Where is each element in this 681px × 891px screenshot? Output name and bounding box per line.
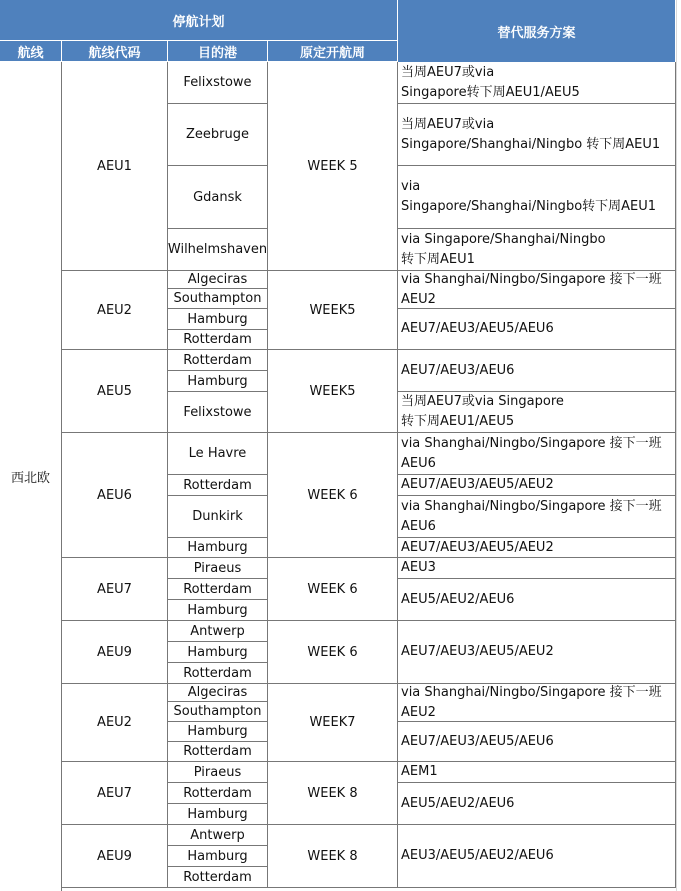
alternative-service-cell-text: via Singapore/Shanghai/Ningbo 转下周AEU1 xyxy=(401,231,606,267)
port-cell-text: Le Havre xyxy=(188,446,247,461)
port-cell-text: Algeciras xyxy=(187,685,248,700)
header-col-week-label: 原定开航周 xyxy=(299,45,365,61)
port-cell xyxy=(168,271,268,289)
sail-week-cell-text: WEEK7 xyxy=(309,715,356,730)
route-code-cell-text: AEU9 xyxy=(97,644,132,660)
port-cell xyxy=(168,600,268,621)
route-code-cell xyxy=(62,558,168,621)
port-cell xyxy=(168,392,268,433)
alternative-service-cell xyxy=(398,309,676,350)
port-cell xyxy=(168,804,268,825)
port-cell-text: Rotterdam xyxy=(183,869,252,885)
route-code-cell-text: AEU5 xyxy=(97,383,132,399)
port-cell xyxy=(168,558,268,579)
sail-week-cell xyxy=(268,621,398,684)
alternative-service-cell-text: AEU7/AEU3/AEU5/AEU2 xyxy=(401,644,554,659)
sail-week-cell-text: WEEK 6 xyxy=(307,487,358,503)
alternative-service-cell-text: 当周AEU7或via Singapore转下周AEU1/AEU5 xyxy=(401,64,580,100)
port-cell xyxy=(168,783,268,804)
alternative-service-cell-text: via Singapore/Shanghai/Ningbo转下周AEU1 xyxy=(401,179,657,214)
sail-week-cell-text: WEEK 6 xyxy=(307,644,358,660)
alternative-service-cell xyxy=(398,538,676,558)
port-cell xyxy=(168,663,268,684)
header-group-alt xyxy=(398,0,676,62)
port-cell xyxy=(168,684,268,702)
port-cell-text: Rotterdam xyxy=(183,352,252,368)
alternative-service-cell-text: AEU7/AEU3/AEU5/AEU6 xyxy=(401,321,554,336)
alternative-service-cell xyxy=(398,166,676,229)
alternative-service-cell xyxy=(398,104,676,166)
route-code-cell-text: AEU9 xyxy=(97,848,132,864)
port-cell xyxy=(168,742,268,762)
port-cell xyxy=(168,309,268,330)
route-code-cell xyxy=(62,825,168,888)
port-cell-text: Felixstowe xyxy=(183,75,252,90)
header-col-port-label: 目的港 xyxy=(197,45,237,61)
sail-week-cell xyxy=(268,762,398,825)
port-cell xyxy=(168,433,268,475)
port-cell xyxy=(168,62,268,104)
alternative-service-cell-text: AEM1 xyxy=(401,764,438,779)
port-cell-text: Dunkirk xyxy=(192,509,243,524)
alternative-service-cell xyxy=(398,229,676,271)
port-cell-text: Piraeus xyxy=(193,560,242,576)
route-code-cell-text: AEU2 xyxy=(97,302,132,318)
alternative-service-cell xyxy=(398,783,676,825)
alternative-service-cell xyxy=(398,62,676,104)
alternative-service-cell xyxy=(398,684,676,722)
port-cell-text: Gdansk xyxy=(193,189,242,205)
port-cell-text: Wilhelmshaven xyxy=(167,242,268,257)
port-cell xyxy=(168,642,268,663)
alternative-service-cell-text: AEU7/AEU3/AEU5/AEU6 xyxy=(401,733,554,749)
port-cell-text: Southampton xyxy=(173,704,262,719)
port-cell xyxy=(168,702,268,722)
port-cell xyxy=(168,104,268,166)
port-cell xyxy=(168,722,268,742)
alternative-service-cell xyxy=(398,350,676,392)
port-cell-text: Rotterdam xyxy=(183,332,252,347)
header-col-route-label: 航线 xyxy=(17,45,44,61)
port-cell xyxy=(168,475,268,496)
alternative-service-cell-text: AEU7/AEU3/AEU5/AEU2 xyxy=(401,477,554,492)
route-cell xyxy=(0,62,62,891)
port-cell-text: Algeciras xyxy=(187,272,248,287)
header-group-plan xyxy=(0,0,398,41)
sail-week-cell-text: WEEK5 xyxy=(309,302,356,318)
route-code-cell xyxy=(62,350,168,433)
sail-week-cell-text: WEEK 5 xyxy=(307,158,358,174)
alternative-service-cell xyxy=(398,762,676,783)
header-group-plan-label: 停航计划 xyxy=(172,14,225,30)
port-cell-text: Hamburg xyxy=(187,602,248,618)
header-group-alt-label: 替代服务方案 xyxy=(497,25,576,41)
port-cell-text: Rotterdam xyxy=(183,477,252,493)
port-cell-text: Antwerp xyxy=(190,623,245,639)
alternative-service-cell xyxy=(398,392,676,433)
alternative-service-cell-text: via Shanghai/Ningbo/Singapore 接下一班 AEU2 xyxy=(401,684,662,720)
port-cell-text: Rotterdam xyxy=(183,744,252,759)
sail-week-cell xyxy=(268,350,398,433)
alternative-service-cell xyxy=(398,433,676,475)
sail-week-cell xyxy=(268,62,398,271)
sail-week-cell-text: WEEK 8 xyxy=(307,848,358,864)
alternative-service-cell xyxy=(398,558,676,579)
alternative-service-cell xyxy=(398,496,676,538)
port-cell xyxy=(168,350,268,371)
port-cell-text: Hamburg xyxy=(187,848,248,864)
sail-week-cell xyxy=(268,271,398,350)
alternative-service-cell xyxy=(398,722,676,762)
port-cell xyxy=(168,496,268,538)
alternative-service-cell-text: 当周AEU7或via Singapore 转下周AEU1/AEU5 xyxy=(401,394,564,429)
route-code-cell xyxy=(62,621,168,684)
route-code-cell-text: AEU2 xyxy=(97,715,132,730)
alternative-service-cell xyxy=(398,825,676,888)
sail-week-cell-text: WEEK5 xyxy=(309,383,356,399)
port-cell-text: Rotterdam xyxy=(183,785,252,801)
sail-week-cell xyxy=(268,558,398,621)
route-code-cell xyxy=(62,62,168,271)
alternative-service-cell-text: via Shanghai/Ningbo/Singapore 接下一班 AEU6 xyxy=(401,435,662,471)
header-col-code-label: 航线代码 xyxy=(88,45,141,61)
header-col-code xyxy=(62,41,168,62)
sail-week-cell-text: WEEK 8 xyxy=(307,785,358,801)
route-code-cell xyxy=(62,271,168,350)
port-cell xyxy=(168,846,268,867)
port-cell-text: Antwerp xyxy=(190,827,245,843)
port-cell-text: Piraeus xyxy=(193,764,242,780)
port-cell-text: Hamburg xyxy=(187,806,248,822)
route-code-cell-text: AEU7 xyxy=(97,581,132,597)
port-cell-text: Zeebruge xyxy=(186,127,249,142)
alternative-service-cell-text: via Shanghai/Ningbo/Singapore 接下一班 AEU6 xyxy=(401,498,662,534)
port-cell xyxy=(168,229,268,271)
alternative-service-cell-text: AEU5/AEU2/AEU6 xyxy=(401,591,515,607)
alternative-service-cell-text: via Shanghai/Ningbo/Singapore 接下一班 AEU2 xyxy=(401,271,662,307)
sail-week-cell xyxy=(268,684,398,762)
port-cell-text: Rotterdam xyxy=(183,581,252,597)
port-cell xyxy=(168,579,268,600)
port-cell-text: Southampton xyxy=(173,291,262,306)
alternative-service-cell-text: AEU3/AEU5/AEU2/AEU6 xyxy=(401,848,554,863)
alternative-service-cell-text: AEU3 xyxy=(401,560,436,575)
port-cell-text: Felixstowe xyxy=(183,404,252,420)
sail-week-cell xyxy=(268,433,398,558)
route-code-cell xyxy=(62,684,168,762)
port-cell-text: Hamburg xyxy=(187,540,248,555)
sail-week-cell-text: WEEK 6 xyxy=(307,581,358,597)
route-code-cell xyxy=(62,433,168,558)
alternative-service-cell-text: AEU5/AEU2/AEU6 xyxy=(401,795,515,811)
port-cell xyxy=(168,538,268,558)
port-cell xyxy=(168,166,268,229)
port-cell-text: Hamburg xyxy=(187,644,248,660)
alternative-service-cell xyxy=(398,271,676,309)
port-cell-text: Hamburg xyxy=(187,373,248,389)
alternative-service-cell xyxy=(398,621,676,684)
port-cell xyxy=(168,762,268,783)
alternative-service-cell-text: AEU7/AEU3/AEU6 xyxy=(401,362,515,378)
port-cell xyxy=(168,371,268,392)
alternative-service-cell-text: AEU7/AEU3/AEU5/AEU2 xyxy=(401,539,554,555)
alternative-service-cell xyxy=(398,579,676,621)
alternative-service-cell xyxy=(398,475,676,496)
header-col-week xyxy=(268,41,398,62)
header-col-route xyxy=(0,41,62,62)
port-cell xyxy=(168,289,268,309)
header-col-port xyxy=(168,41,268,62)
route-code-cell-text: AEU6 xyxy=(97,487,132,503)
route-code-cell-text: AEU7 xyxy=(97,785,132,801)
port-cell-text: Rotterdam xyxy=(183,665,252,681)
alternative-service-cell-text: 当周AEU7或via Singapore/Shanghai/Ningbo 转下周AEU1 xyxy=(401,116,661,152)
port-cell xyxy=(168,867,268,888)
port-cell-text: Hamburg xyxy=(187,724,248,739)
route-code-cell-text: AEU1 xyxy=(97,158,132,174)
sheet-grid-right xyxy=(676,0,677,891)
port-cell xyxy=(168,825,268,846)
port-cell xyxy=(168,621,268,642)
route-label: 西北欧 xyxy=(10,471,50,486)
port-cell xyxy=(168,330,268,350)
port-cell-text: Hamburg xyxy=(187,311,248,327)
sail-week-cell xyxy=(268,825,398,888)
route-code-cell xyxy=(62,762,168,825)
